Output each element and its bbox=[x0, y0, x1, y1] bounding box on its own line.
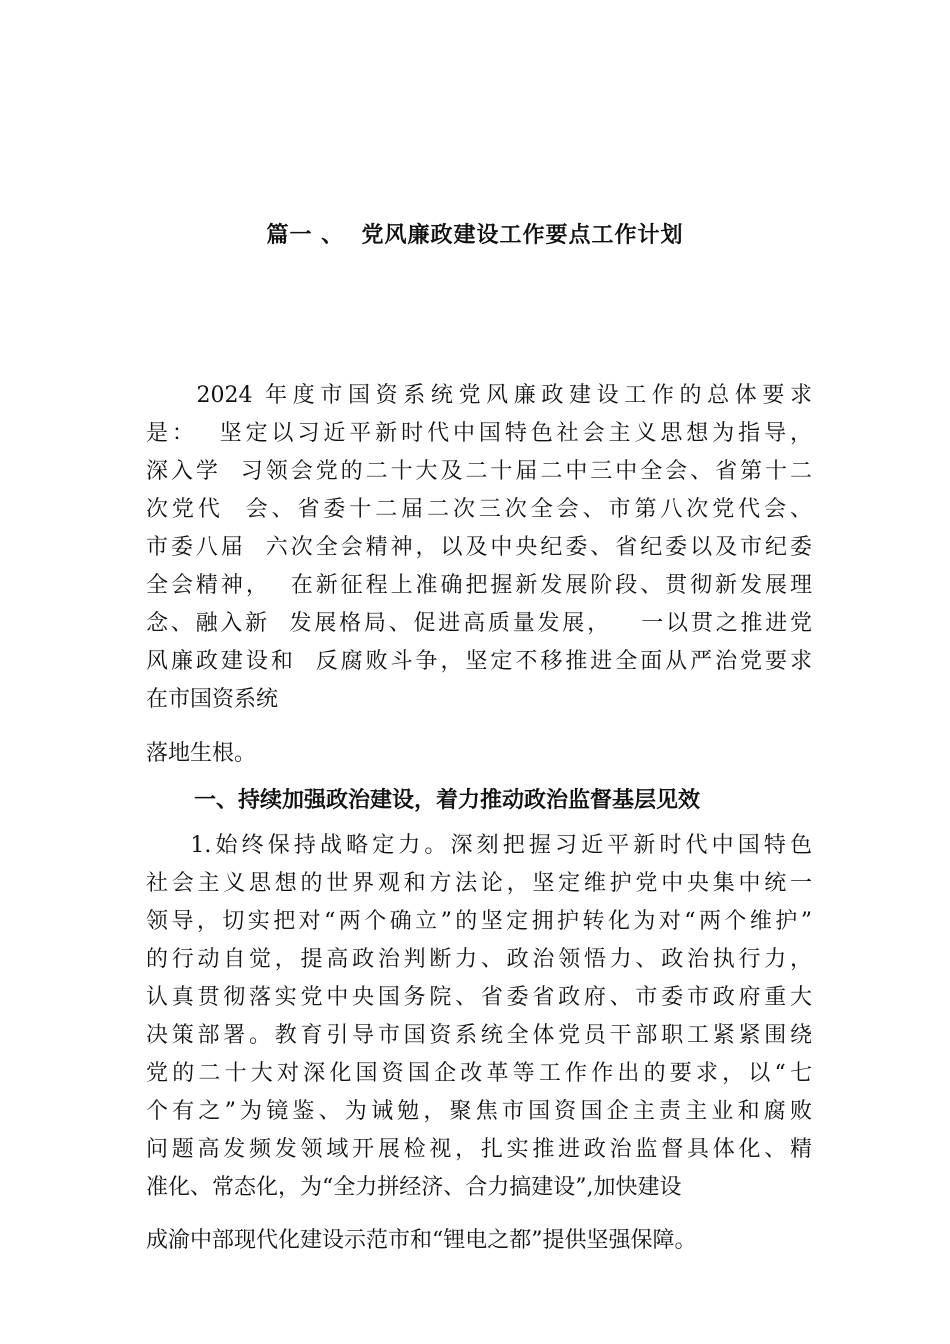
section-line: 个有之”为镜鉴、为诫勉，聚焦市国资国企主责主业和腐败 bbox=[146, 1099, 812, 1124]
section-line: 认真贯彻落实党中央国务院、省委省政府、市委市政府重大 bbox=[146, 985, 812, 1010]
section-line: 社会主义思想的世界观和方法论，坚定维护党中央集中统一 bbox=[146, 871, 812, 896]
intro-line: 2024 年度市国资系统党风廉政建设工作的总体要求 bbox=[146, 383, 812, 408]
section-line: 决策部署。教育引导市国资系统全体党员干部职工紧紧围绕 bbox=[146, 1023, 812, 1048]
intro-line: 念、融入新 发展格局、促进高质量发展， 一以贯之推进党 bbox=[146, 611, 812, 636]
section-line: 准化、常态化，为“全力拼经济、合力搞建设”,加快建设 bbox=[146, 1175, 682, 1200]
intro-line: 是： 坚定以习近平新时代中国特色社会主义思想为指导， bbox=[146, 421, 812, 446]
intro-line: 次党代 会、省委十二届二次三次全会、市第八次党代会、 bbox=[146, 497, 812, 522]
section-line: 问题高发频发领域开展检视，扎实推进政治监督具体化、精 bbox=[146, 1137, 812, 1162]
intro-line: 市委八届 六次全会精神，以及中央纪委、省纪委以及市纪委 bbox=[146, 535, 812, 560]
intro-line: 在市国资系统 bbox=[146, 687, 279, 712]
section-line: 1.始终保持战略定力。深刻把握习近平新时代中国特色 bbox=[146, 833, 812, 858]
section-line: 成渝中部现代化建设示范市和“锂电之都”提供坚强保障。 bbox=[146, 1228, 697, 1253]
intro-line: 风廉政建设和 反腐败斗争，坚定不移推进全面从严治党要求 bbox=[146, 649, 812, 674]
section-line: 党的二十大对深化国资国企改革等工作作出的要求，以“七 bbox=[146, 1061, 812, 1086]
section-line: 的行动自觉，提高政治判断力、政治领悟力、政治执行力， bbox=[146, 947, 812, 972]
section-heading: 一、持续加强政治建设，着力推动政治监督基层见效 bbox=[194, 788, 701, 813]
intro-line: 深入学 习领会党的二十大及二十届二中三中全会、省第十二 bbox=[146, 459, 812, 484]
section-line: 领导，切实把对“两个确立”的坚定拥护转化为对“两个维护” bbox=[146, 909, 812, 934]
intro-line: 全会精神， 在新征程上准确把握新发展阶段、贯彻新发展理 bbox=[146, 573, 812, 598]
intro-tail-line: 落地生根。 bbox=[146, 741, 257, 766]
document-title: 篇一 、 党风廉政建设工作要点工作计划 bbox=[266, 223, 684, 248]
